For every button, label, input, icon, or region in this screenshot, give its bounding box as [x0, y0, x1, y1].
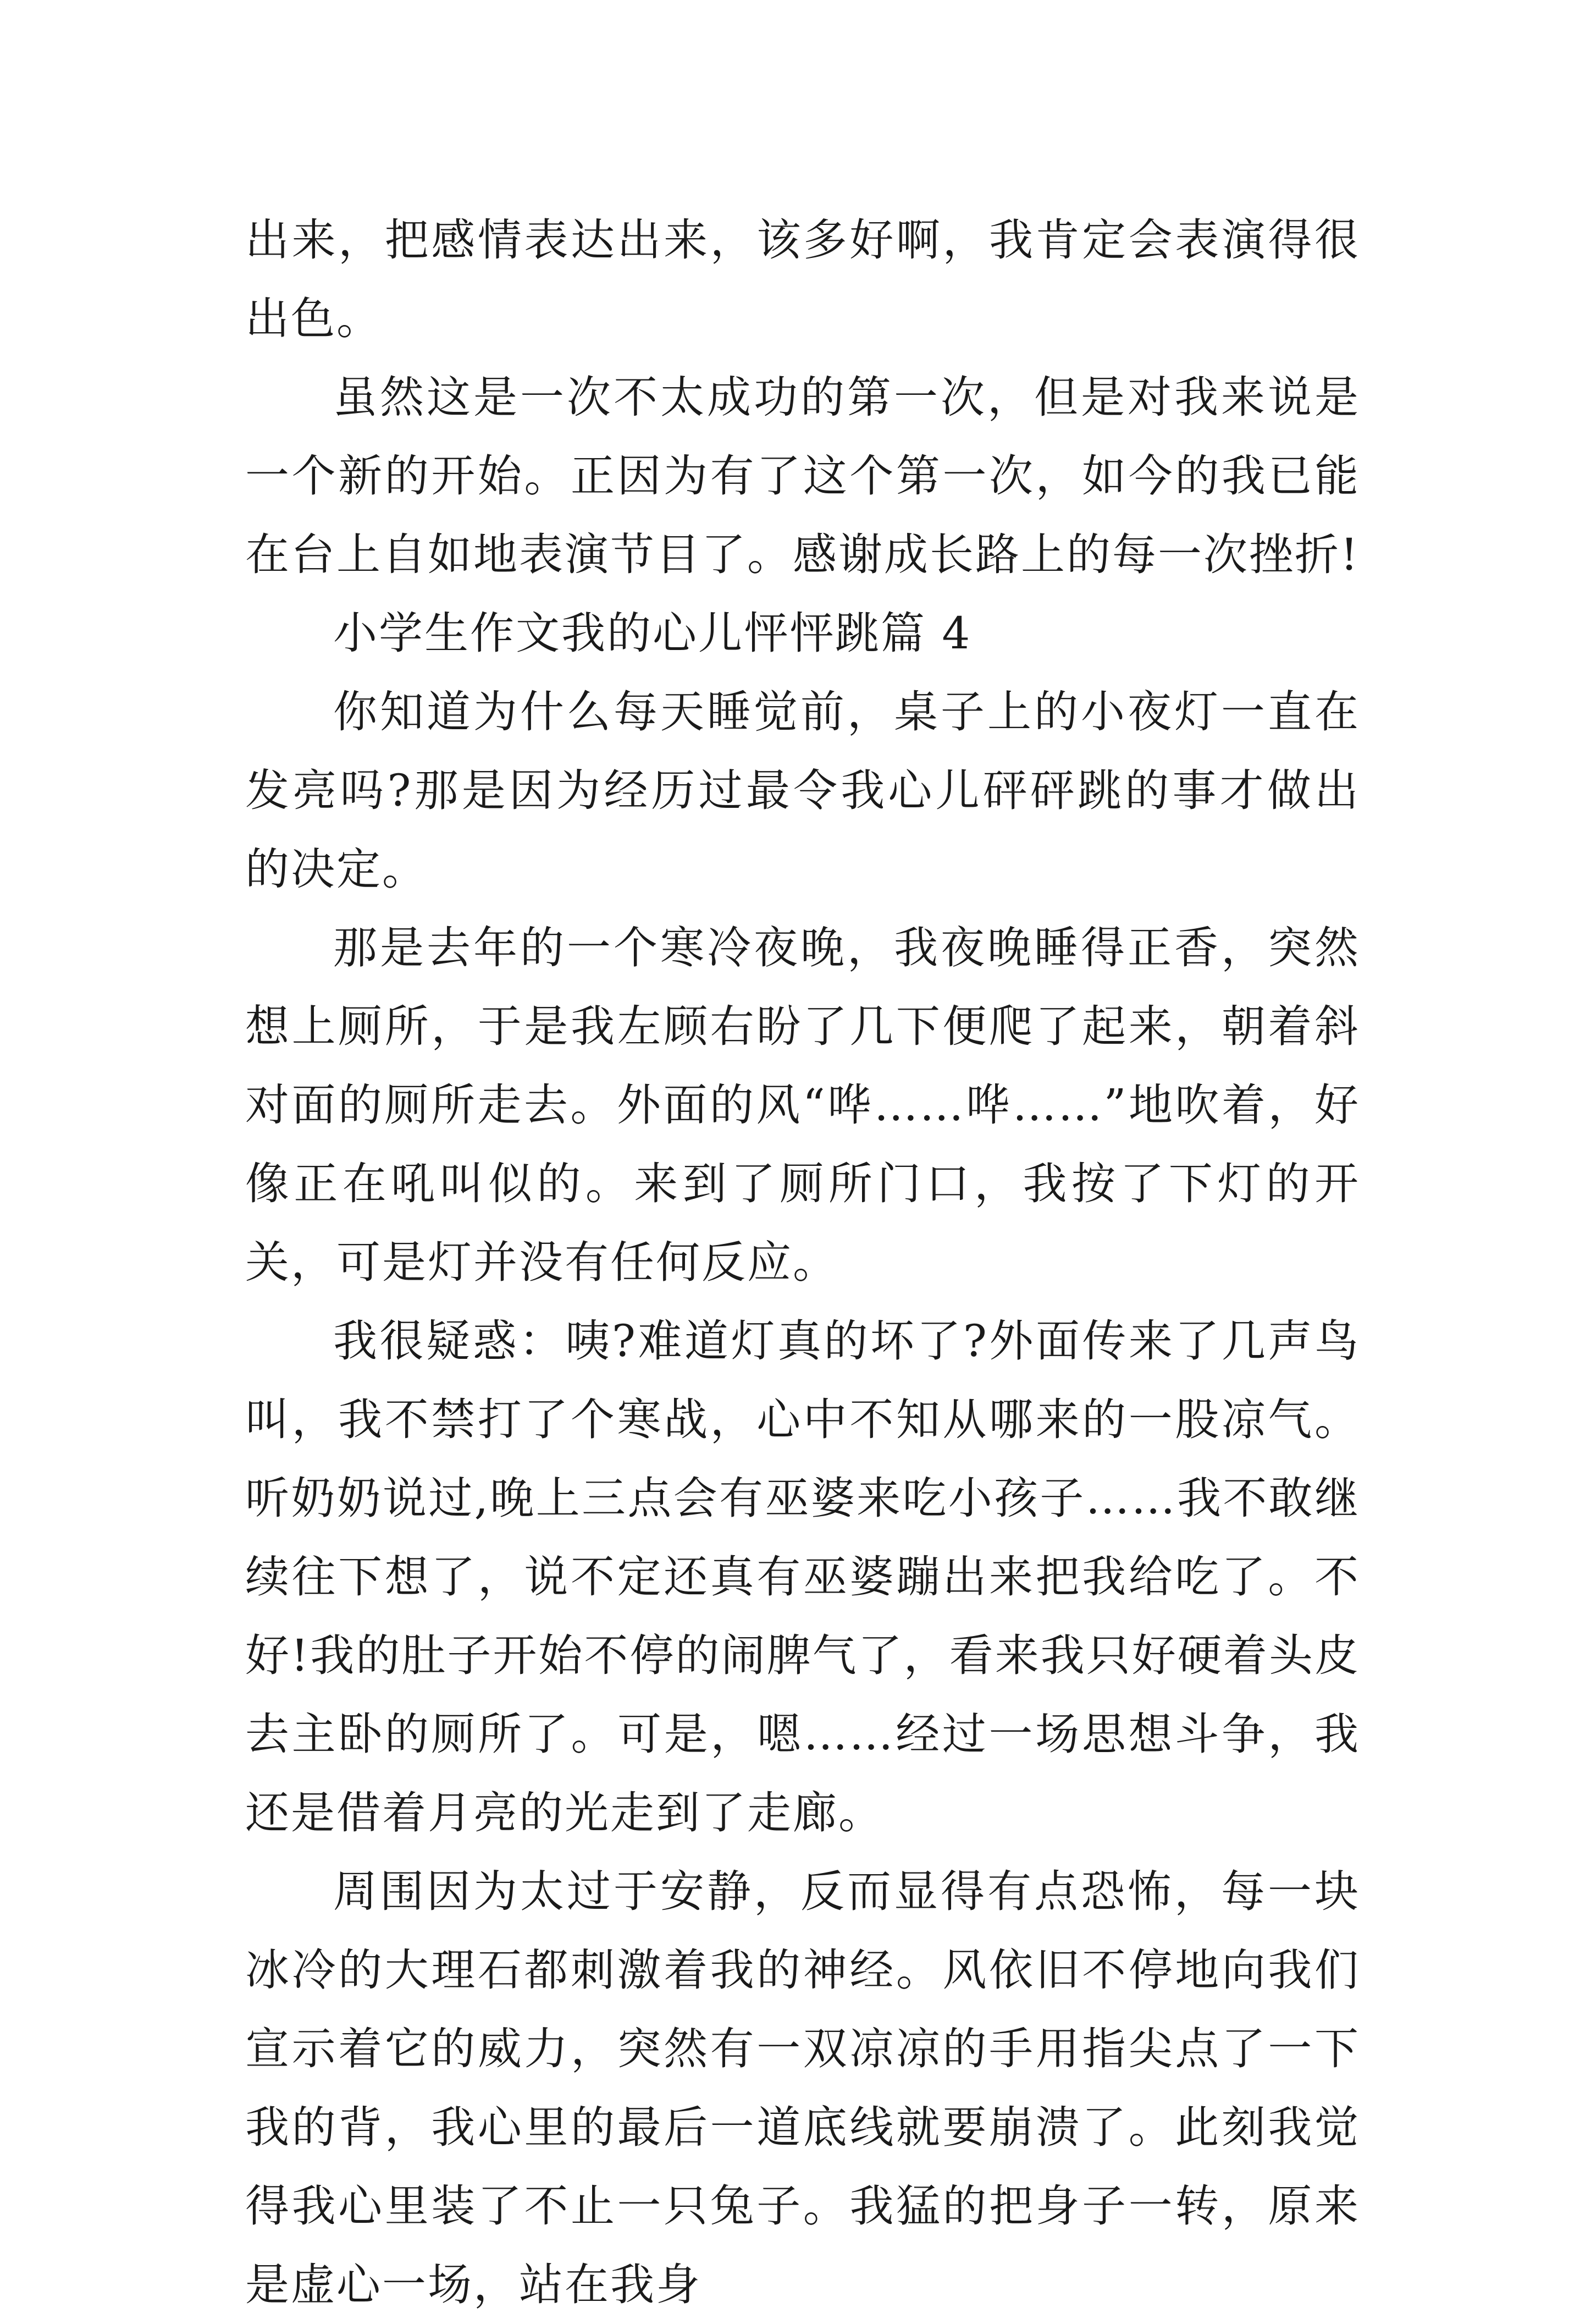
document-body: [245, 201, 1360, 2324]
paragraph: 周围因为太过于安静，反而显得有点恐怖，每一块冰冷的大理石都刺激着我的神经。风依旧不停地向我们宣示着它的威力，突然有一双凉凉的手用指尖点了一下我的背，我心里的最后一道底线就要崩溃了。此刻我觉得我心里装了不止一只兔子。我猛的把身子一转，原来是虚心一场，站在我身: [245, 1866, 1360, 2310]
paragraph: 你知道为什么每天睡觉前，桌子上的小夜灯一直在发亮吗?那是因为经历过最令我心儿砰砰跳的事才做出的决定。: [245, 686, 1360, 895]
paragraph-continuation: 出来，把感情表达出来，该多好啊，我肯定会表演得很出色。: [245, 214, 1360, 344]
section-heading: 小学生作文我的心儿怦怦跳篇 4: [333, 608, 972, 659]
paragraph: 虽然这是一次不太成功的第一次，但是对我来说是一个新的开始。正因为有了这个第一次，如今的我已能在台上自如地表演节目了。感谢成长路上的每一次挫折!: [245, 372, 1360, 580]
paragraph: 那是去年的一个寒冷夜晚，我夜晚睡得正香，突然想上厕所，于是我左顾右盼了几下便爬了起来，朝着斜对面的厕所走去。外面的风“哗……哗……”地吹着，好像正在吼叫似的。来到了厕所门口，我按了下灯的开关，可是灯并没有任何反应。: [245, 922, 1360, 1288]
paragraph: 我很疑惑：咦?难道灯真的坏了?外面传来了几声鸟叫，我不禁打了个寒战，心中不知从哪来的一股凉气。听奶奶说过,晚上三点会有巫婆来吃小孩子……我不敢继续往下想了，说不定还真有巫婆蹦出来把我给吃了。不好!我的肚子开始不停的闹脾气了，看来我只好硬着头皮去主卧的厕所了。可是，嗯……经过一场思想斗争，我还是借着月亮的光走到了走廊。: [245, 1315, 1360, 1838]
